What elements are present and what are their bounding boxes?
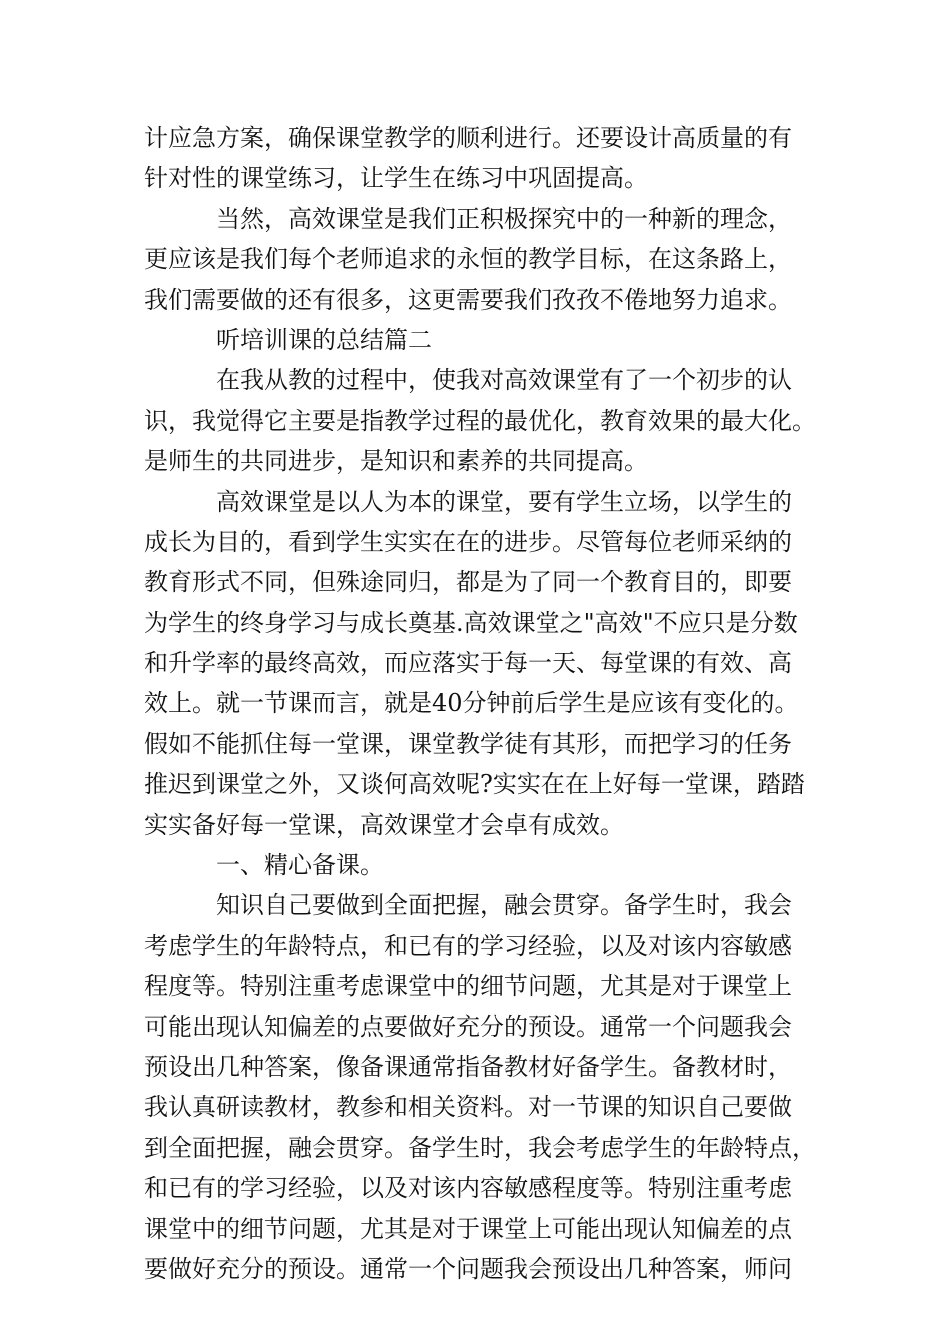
text-line: 假如不能抓住每一堂课，课堂教学徒有其形，而把学习的任务 — [144, 729, 792, 758]
text-line: 识，我觉得它主要是指教学过程的最优化，教育效果的最大化。 — [144, 406, 816, 435]
text-line: 程度等。特别注重考虑课堂中的细节问题，尤其是对于课堂上 — [144, 972, 792, 1001]
text-line: 针对性的课堂练习，让学生在练习中巩固提高。 — [144, 164, 648, 193]
text-line: 教育形式不同，但殊途同归，都是为了同一个教育目的，即要 — [144, 568, 792, 597]
text-line: 和已有的学习经验，以及对该内容敏感程度等。特别注重考虑 — [144, 1174, 792, 1203]
text-line: 是师生的共同进步，是知识和素养的共同提高。 — [144, 447, 648, 476]
text-line: 预设出几种答案，像备课通常指备教材好备学生。备教材时， — [144, 1052, 792, 1081]
paragraph-first-line: 高效课堂是以人为本的课堂，要有学生立场，以学生的 — [216, 487, 792, 516]
text-line: 我认真研读教材，教参和相关资料。对一节课的知识自己要做 — [144, 1093, 792, 1122]
paragraph-first-line: 在我从教的过程中，使我对高效课堂有了一个初步的认 — [216, 366, 792, 395]
text-line: 为学生的终身学习与成长奠基.高效课堂之"高效"不应只是分数 — [144, 608, 798, 637]
text-line: 成长为目的，看到学生实实在在的进步。尽管每位老师采纳的 — [144, 527, 792, 556]
text-line: 到全面把握，融会贯穿。备学生时，我会考虑学生的年龄特点， — [144, 1133, 816, 1162]
paragraph-first-line: 知识自己要做到全面把握，融会贯穿。备学生时，我会 — [216, 891, 792, 920]
text-line: 和升学率的最终高效，而应落实于每一天、每堂课的有效、高 — [144, 649, 792, 678]
subsection-heading: 一、精心备课。 — [216, 851, 384, 880]
text-line: 实实备好每一堂课，高效课堂才会卓有成效。 — [144, 810, 624, 839]
text-line: 推迟到课堂之外，又谈何高效呢?实实在在上好每一堂课，踏踏 — [144, 770, 805, 799]
text-line: 效上。就一节课而言，就是40分钟前后学生是应该有变化的。 — [144, 689, 799, 718]
section-heading: 听培训课的总结篇二 — [216, 325, 432, 354]
text-line: 计应急方案，确保课堂教学的顺利进行。还要设计高质量的有 — [144, 124, 792, 152]
text-line: 要做好充分的预设。通常一个问题我会预设出几种答案，师问 — [144, 1254, 792, 1283]
paragraph-first-line: 当然，高效课堂是我们正积极探究中的一种新的理念， — [216, 204, 792, 233]
text-line: 可能出现认知偏差的点要做好充分的预设。通常一个问题我会 — [144, 1012, 792, 1041]
document-body — [144, 118, 824, 1289]
text-line: 课堂中的细节问题，尤其是对于课堂上可能出现认知偏差的点 — [144, 1214, 792, 1243]
text-line: 我们需要做的还有很多，这更需要我们孜孜不倦地努力追求。 — [144, 285, 792, 314]
text-line: 考虑学生的年龄特点，和已有的学习经验，以及对该内容敏感 — [144, 931, 792, 960]
text-line: 更应该是我们每个老师追求的永恒的教学目标，在这条路上， — [144, 245, 792, 274]
